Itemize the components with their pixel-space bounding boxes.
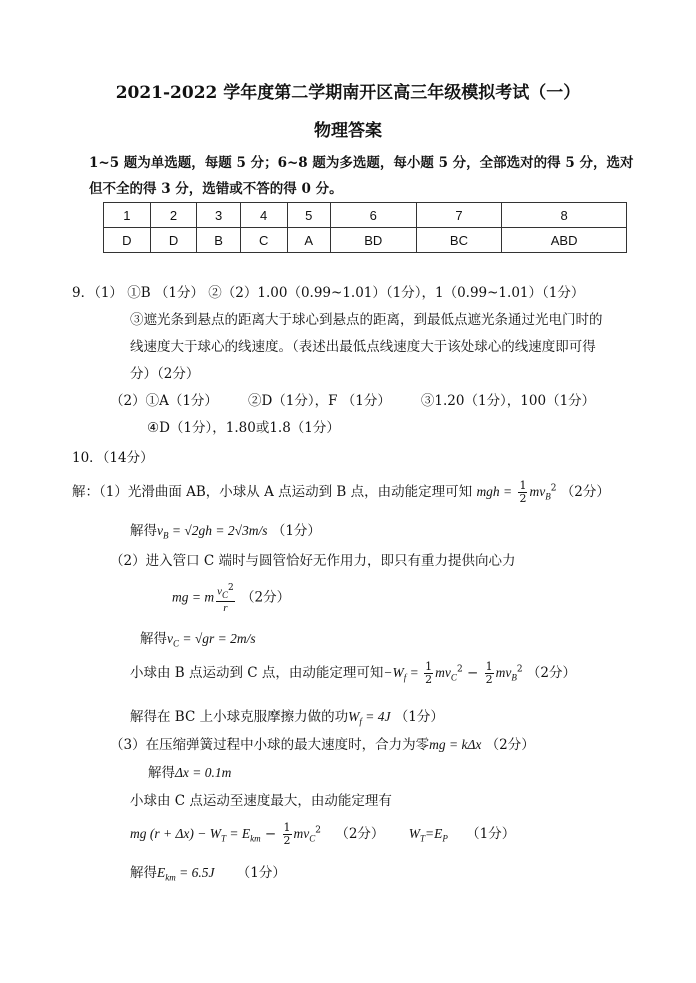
eq-left: mg = m [172, 589, 215, 605]
work-value: = 4J [361, 709, 391, 724]
subscript: C [173, 638, 180, 649]
energy-v: mv [293, 826, 310, 841]
subscript: f [403, 672, 407, 683]
result-prefix: 解得 [130, 865, 157, 881]
result-symbol: v [157, 523, 163, 538]
fraction-numerator: 1 [519, 479, 527, 492]
fraction-numerator: 1 [283, 821, 291, 834]
q10-step3-final [130, 861, 286, 883]
q10-step2-work [130, 705, 444, 727]
table-cell: 5 [287, 203, 330, 228]
q10-step3-line [110, 733, 535, 753]
answer-table-number-row [104, 203, 627, 228]
q10-header: 10．（14分） [72, 450, 154, 466]
superscript: 2 [550, 483, 557, 494]
table-cell: BD [330, 228, 416, 253]
page-title: 2021-2022 学年度第二学期南开区高三年级模拟考试（一） [115, 83, 581, 103]
q9-line-3: 线速度大于球心的线速度。（表述出最低点线速度大于该处球心的线速度即可得 [130, 339, 596, 355]
bc-eq-left: −W [383, 665, 404, 680]
fraction-denominator: 2 [425, 673, 433, 686]
table-cell: D [150, 228, 197, 253]
subscript: T [419, 833, 425, 844]
q10-step1-eq-left: mgh = [476, 484, 513, 499]
subscript: km [250, 833, 261, 844]
subscript: f [359, 716, 362, 727]
result-prefix: 解得 [140, 631, 167, 647]
table-cell: 2 [150, 203, 197, 228]
eq-score: （2分） [241, 589, 291, 606]
fraction-denominator: r [223, 601, 228, 614]
subscript: C [309, 833, 316, 844]
minus-sign: − [462, 665, 483, 681]
subscript: km [165, 872, 176, 883]
subscript: B [545, 491, 551, 502]
q10-step1-eq-right: mv [529, 484, 546, 499]
fraction-numerator: 1 [485, 660, 493, 673]
table-cell: C [240, 228, 287, 253]
q9-line-5: （2）①A（1分） ②D（1分），F （1分） ③1.20（1分），100（1分） [110, 393, 596, 409]
final-value: = 6.5J [175, 865, 215, 880]
q10-step3-result [148, 761, 231, 781]
answer-table [103, 202, 627, 253]
result-equation: = √2gh = 2√3m/s [168, 523, 268, 538]
wt-score: （1分） [466, 826, 516, 842]
result-score: （1分） [271, 523, 321, 539]
half-fraction [283, 822, 292, 847]
table-cell: 8 [502, 203, 627, 228]
result-symbol: v [167, 631, 173, 646]
work-text: 解得在 BC 上小球克服摩擦力做的功 [130, 709, 349, 725]
half-fraction [424, 661, 433, 686]
energy-eq-left: mg (r + Δx) − W [130, 826, 221, 841]
fraction-denominator: 2 [485, 673, 493, 686]
q10-step1-score: （2分） [560, 484, 610, 500]
work-symbol: W [348, 709, 360, 724]
bc-v2: mv [495, 665, 512, 680]
table-cell: 6 [330, 203, 416, 228]
q10-step2-text: （2）进入管口 C 端时与圆管恰好无作用力，即只有重力提供向心力 [110, 553, 516, 569]
table-cell: 7 [416, 203, 502, 228]
result-prefix: 解得 [130, 523, 157, 539]
q10-step2-result [140, 627, 256, 649]
q9-line-1: 9．（1） ①B （1分） ②（2）1.00（0.99~1.01）（1分），1（0.99~1.01）（1分） [72, 285, 585, 301]
bc-eq-mid: = [406, 665, 423, 680]
result-value: Δx = 0.1m [175, 765, 232, 780]
final-score: （1分） [236, 865, 286, 881]
subscript: B [511, 672, 517, 683]
step3-eq: mg = kΔx [429, 737, 482, 752]
answer-table-answer-row [104, 228, 627, 253]
wt-symbol: W [408, 826, 420, 841]
table-cell: D [104, 228, 151, 253]
instructions-line-2: 但不全的得 3 分，选错或不答的得 0 分。 [89, 181, 343, 197]
superscript: 2 [456, 664, 463, 675]
bc-text: 小球由 B 点运动到 C 点，由动能定理可知 [130, 665, 384, 681]
q10-step2-eq [172, 582, 290, 614]
final-symbol: E [157, 865, 166, 880]
subscript: C [222, 589, 229, 600]
fraction-numerator: 1 [425, 660, 433, 673]
fraction-denominator: 2 [283, 834, 291, 847]
superscript: 2 [516, 664, 523, 675]
q10-step3-cd-text: 小球由 C 点运动至速度最大，由动能定理有 [130, 793, 392, 809]
superscript: 2 [315, 825, 322, 836]
bc-score: （2分） [526, 665, 576, 681]
q10-step2-fraction [216, 582, 235, 614]
instructions-line-1: 1~5 题为单选题，每题 5 分；6~8 题为多选题，每小题 5 分，全部选对的得 5 分，选对 [89, 155, 634, 171]
bc-v1: mv [435, 665, 451, 680]
q10-step1-line [72, 480, 610, 505]
step3-score: （2分） [485, 737, 535, 753]
fraction-denominator: 2 [519, 492, 527, 505]
energy-eq-mid: = E [226, 826, 251, 841]
q9-line-4: 分）（2分） [130, 366, 200, 382]
table-cell: 3 [197, 203, 240, 228]
result-prefix: 解得 [148, 765, 175, 781]
q9-line-6: ④D（1分），1.80或1.8（1分） [147, 420, 340, 436]
table-cell: 1 [104, 203, 151, 228]
q10-step3-energy-eq [130, 822, 515, 847]
table-cell: BC [416, 228, 502, 253]
minus-sign: − [260, 826, 281, 842]
subscript: T [221, 833, 227, 844]
q10-step1-text: 解：（1）光滑曲面 AB，小球从 A 点运动到 B 点，由动能定理可知 [72, 484, 473, 500]
table-cell: B [197, 228, 240, 253]
subscript: P [442, 833, 448, 844]
table-cell: A [287, 228, 330, 253]
table-cell: ABD [502, 228, 627, 253]
superscript: 2 [228, 583, 234, 593]
subscript: B [163, 530, 169, 541]
wt-eq: =E [424, 826, 443, 841]
q10-step1-result [130, 519, 321, 541]
subscript: C [450, 672, 457, 683]
work-score: （1分） [394, 709, 444, 725]
table-cell: 4 [240, 203, 287, 228]
step3-text: （3）在压缩弹簧过程中小球的最大速度时，合力为零 [110, 737, 430, 753]
fraction-numerator [216, 582, 235, 602]
energy-score: （2分） [335, 826, 385, 842]
q10-step1-fraction [518, 480, 527, 505]
result-equation: = √gr = 2m/s [179, 631, 256, 646]
q9-line-2: ③遮光条到悬点的距离大于球心到悬点的距离，到最低点遮光条通过光电门时的 [130, 312, 603, 328]
frac-num-symbol: v [217, 585, 222, 598]
page-subtitle: 物理答案 [314, 121, 382, 141]
half-fraction [485, 661, 494, 686]
q10-step2-bc-line [130, 661, 576, 686]
